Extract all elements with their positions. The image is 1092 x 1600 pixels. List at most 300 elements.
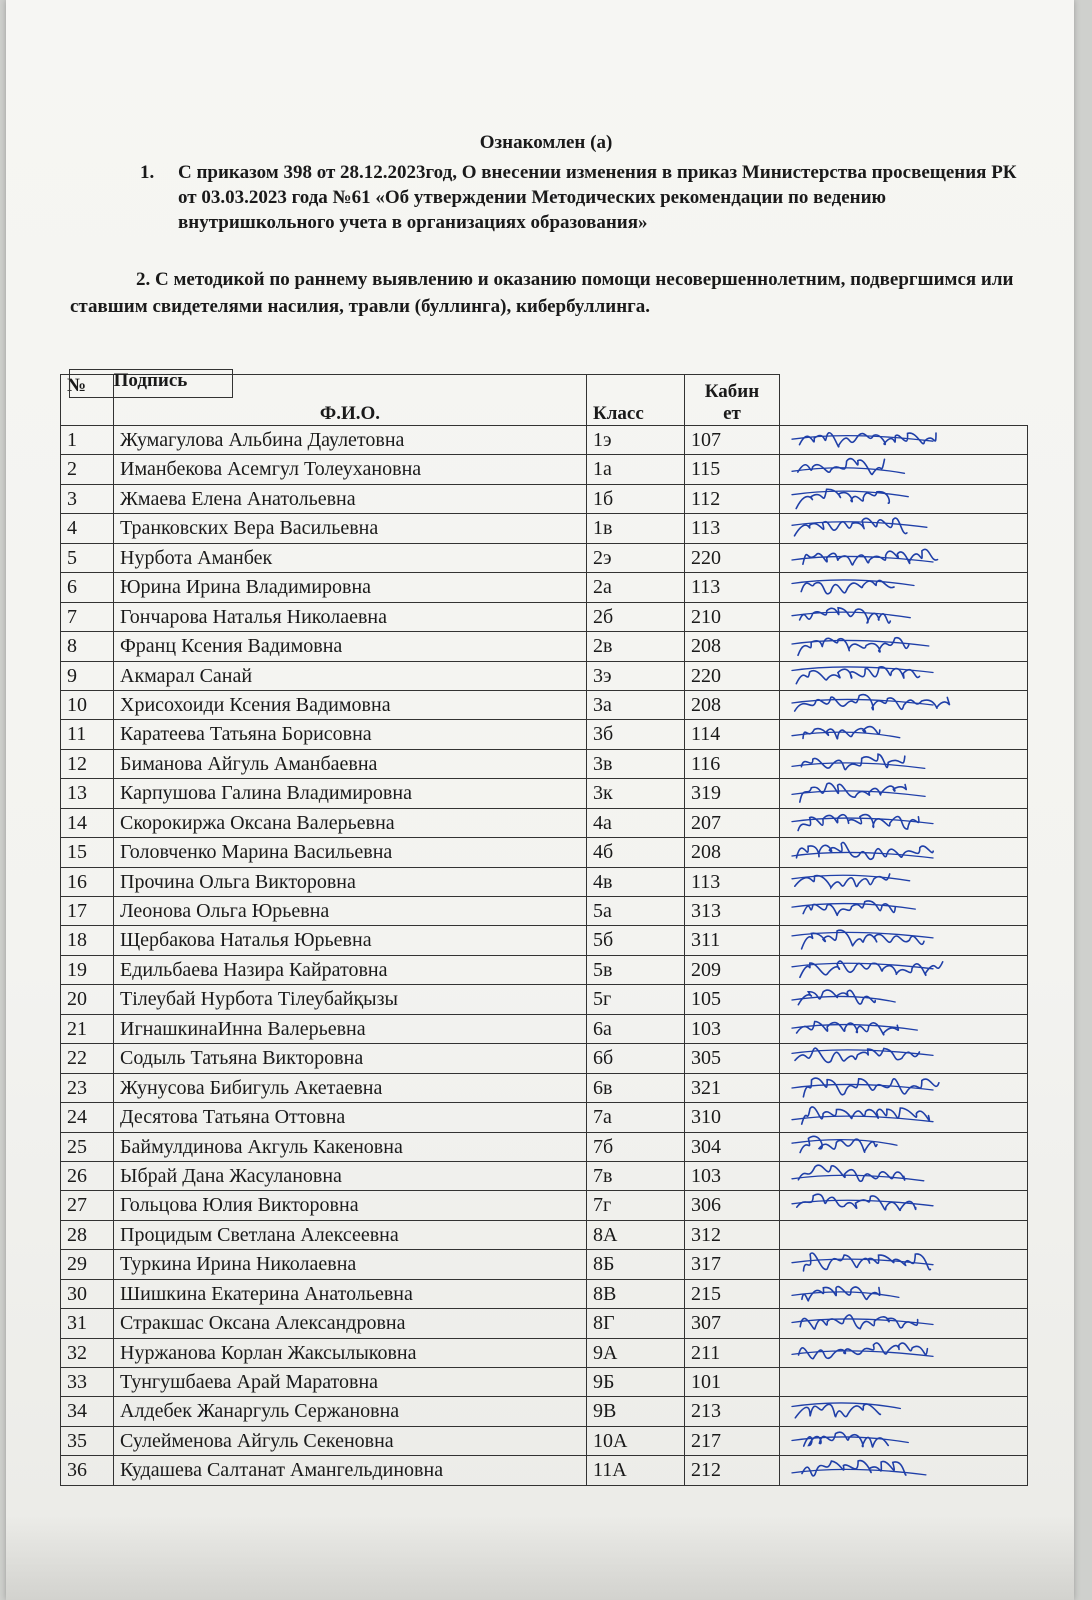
signature-underline [792,853,933,859]
signature-stroke [795,874,890,888]
handwritten-signature [788,656,938,690]
table-row [61,455,1028,484]
row-cabinet: 208 [685,632,780,661]
signature-stroke [800,1315,917,1329]
row-cabinet: 220 [685,543,780,572]
row-class: 6а [587,1014,685,1043]
signature-stroke [798,638,909,656]
table-row [61,426,1028,455]
handwritten-signature [788,744,938,778]
row-class: 8В [587,1279,685,1308]
row-class: 1б [587,484,685,513]
signature-stroke [795,1405,880,1419]
signature-underline [792,580,914,586]
row-signature [780,808,1028,837]
handwritten-signature [788,567,938,601]
handwritten-signature [788,1333,938,1367]
row-signature [780,867,1028,896]
row-cabinet: 319 [685,779,780,808]
table-row [61,1309,1028,1338]
signature-stroke [798,990,875,1005]
table-row [61,1368,1028,1397]
row-class: 9А [587,1338,685,1367]
row-class: 1э [587,426,685,455]
table-row [61,749,1028,778]
row-fio: Прочина Ольга Викторовна [114,867,587,896]
row-fio: Тілеубай Нурбота Тілеубайқызы [114,985,587,1014]
signature-stroke [802,1107,930,1124]
signature-underline [792,963,933,969]
table-row [61,632,1028,661]
col-header-number: № [61,375,114,426]
col-header-class: Класс [587,375,685,426]
cabinet-header-line1: Кабин [704,381,760,402]
col-header-signature: Подпись [69,369,233,398]
table-row [61,514,1028,543]
row-class: 5г [587,985,685,1014]
row-cabinet: 209 [685,955,780,984]
row-fio: Кудашева Салтанат Амангельдиновна [114,1456,587,1485]
row-signature [780,720,1028,749]
row-class: 9Б [587,1368,685,1397]
handwritten-signature [788,1391,938,1425]
row-number: 32 [61,1338,114,1367]
row-fio: Стракшас Оксана Александровна [114,1309,587,1338]
row-class: 4б [587,838,685,867]
signature-underline [792,1116,933,1122]
row-number: 20 [61,985,114,1014]
row-cabinet: 317 [685,1250,780,1279]
row-cabinet: 311 [685,926,780,955]
handwritten-signature [788,1127,938,1161]
signature-stroke [802,1286,880,1300]
handwritten-signature [788,685,938,719]
signature-stroke [800,961,943,977]
signature-underline [792,933,933,939]
row-number: 19 [61,955,114,984]
col-header-fio: Ф.И.О. [114,375,587,426]
row-signature [780,1073,1028,1102]
row-number: 13 [61,779,114,808]
row-cabinet: 220 [685,661,780,690]
table-header-row [61,375,1028,426]
signature-stroke [797,1195,916,1211]
signature-stroke [803,901,895,915]
signature-stroke [798,1165,904,1181]
signature-underline [792,1350,933,1356]
table-row [61,1073,1028,1102]
row-signature [780,573,1028,602]
row-fio: Каратеева Татьяна Борисовна [114,720,587,749]
row-fio: Щербакова Наталья Юрьевна [114,926,587,955]
handwritten-signature [788,979,938,1013]
handwritten-signature [788,1274,938,1308]
row-number: 7 [61,602,114,631]
signature-stroke [798,459,885,475]
row-fio: Жумагулова Альбина Даулетовна [114,426,587,455]
table-row [61,897,1028,926]
row-class: 6б [587,1044,685,1073]
row-class: 11А [587,1456,685,1485]
table-row [61,484,1028,513]
signature-stroke [798,814,919,830]
table-row [61,1161,1028,1190]
row-fio: Франц Ксения Вадимовна [114,632,587,661]
signature-underline [792,791,925,797]
row-cabinet: 321 [685,1073,780,1102]
row-fio: Биманова Айгуль Аманбаевна [114,749,587,778]
row-fio: Карпушова Галина Владимировна [114,779,587,808]
row-signature [780,1044,1028,1073]
row-signature [780,1397,1028,1426]
row-signature [780,514,1028,543]
signature-underline [792,699,933,705]
row-number: 33 [61,1368,114,1397]
signature-stroke [803,1078,939,1097]
row-class: 8А [587,1220,685,1249]
row-number: 14 [61,808,114,837]
table-row [61,867,1028,896]
table-row [61,1338,1028,1367]
row-fio: Едильбаева Назира Кайратовна [114,955,587,984]
signature-underline [792,1050,933,1056]
table-row [61,1014,1028,1043]
row-signature [780,926,1028,955]
row-cabinet: 207 [685,808,780,837]
row-number: 23 [61,1073,114,1102]
table-row [61,1426,1028,1455]
row-signature [780,1309,1028,1338]
table-row [61,955,1028,984]
signature-stroke [795,518,907,536]
row-number: 22 [61,1044,114,1073]
signature-underline [792,1201,933,1207]
cabinet-header-line2: ет [723,403,741,424]
signature-underline [792,763,925,769]
row-signature [780,1279,1028,1308]
row-number: 16 [61,867,114,896]
handwritten-signature [788,1038,938,1072]
row-signature [780,632,1028,661]
signature-stroke [800,433,937,447]
row-cabinet: 306 [685,1191,780,1220]
signature-underline [792,1292,899,1298]
table-row [61,1044,1028,1073]
signature-underline [792,1437,908,1443]
row-fio: Нуржанова Корлан Жаксылыковна [114,1338,587,1367]
item-text: С приказом 398 от 28.12.2023год, О внесении изменения в приказ Министерства просвещения РК от 03.03.2023 года №61 «Об утверждении Методических рекомендации по ведению внутришкольного учета в организациях образования» [178,162,1017,233]
row-number: 35 [61,1426,114,1455]
row-number: 24 [61,1103,114,1132]
row-signature [780,955,1028,984]
row-number: 5 [61,543,114,572]
handwritten-signature [788,1450,938,1484]
row-number: 31 [61,1309,114,1338]
row-cabinet: 212 [685,1456,780,1485]
row-cabinet: 116 [685,749,780,778]
table-row [61,1103,1028,1132]
row-class: 7б [587,1132,685,1161]
row-signature [780,779,1028,808]
row-fio: Акмарал Санай [114,661,587,690]
row-class: 3а [587,690,685,719]
signature-stroke [796,489,889,508]
handwritten-signature [788,714,938,748]
row-cabinet: 113 [685,573,780,602]
row-signature [780,661,1028,690]
handwritten-signature [788,449,938,483]
row-cabinet: 307 [685,1309,780,1338]
row-number: 1 [61,426,114,455]
row-cabinet: 211 [685,1338,780,1367]
row-cabinet: 210 [685,602,780,631]
row-class: 2в [587,632,685,661]
row-cabinet: 313 [685,897,780,926]
row-number: 29 [61,1250,114,1279]
row-cabinet: 113 [685,867,780,896]
row-signature [780,1132,1028,1161]
table-row [61,602,1028,631]
row-number: 2 [61,455,114,484]
row-number: 4 [61,514,114,543]
handwritten-signature [788,1421,938,1455]
signature-stroke [800,607,891,622]
row-fio: Гончарова Наталья Николаевна [114,602,587,631]
table-row [61,838,1028,867]
row-fio: Гольцова Юлия Викторовна [114,1191,587,1220]
handwritten-signature [788,508,938,542]
row-fio: Нурбота Аманбек [114,543,587,572]
signature-underline [792,733,900,739]
row-class: 9В [587,1397,685,1426]
row-fio: Иманбекова Асемгул Толеухановна [114,455,587,484]
row-cabinet: 105 [685,985,780,1014]
row-number: 18 [61,926,114,955]
table-row [61,779,1028,808]
row-number: 17 [61,897,114,926]
row-cabinet: 101 [685,1368,780,1397]
row-class: 1в [587,514,685,543]
handwritten-signature [788,803,938,837]
signature-underline [792,641,929,647]
signature-underline [792,522,927,528]
row-fio: Десятова Татьяна Оттовна [114,1103,587,1132]
row-number: 26 [61,1161,114,1190]
row-cabinet: 312 [685,1220,780,1249]
signature-underline [792,1024,917,1030]
row-fio: Хрисохоиди Ксения Вадимовна [114,690,587,719]
row-fio: Процидым Светлана Алексеевна [114,1220,587,1249]
row-fio: Тунгушбаева Арай Маратовна [114,1368,587,1397]
row-signature [780,484,1028,513]
signature-stroke [797,1021,899,1034]
row-class: 5в [587,955,685,984]
signature-underline [792,904,915,910]
row-signature [780,897,1028,926]
row-signature [780,1426,1028,1455]
handwritten-signature [788,1068,938,1102]
handwritten-signature [788,891,938,925]
row-number: 6 [61,573,114,602]
row-class: 5б [587,926,685,955]
row-cabinet: 107 [685,426,780,455]
signature-stroke [803,549,938,565]
row-number: 27 [61,1191,114,1220]
signature-stroke [795,1048,919,1062]
row-class: 2б [587,602,685,631]
row-class: 4а [587,808,685,837]
row-class: 2э [587,543,685,572]
handwritten-signature [788,1097,938,1131]
row-fio: Леонова Ольга Юрьевна [114,897,587,926]
row-number: 9 [61,661,114,690]
signature-underline [792,1403,900,1409]
signature-stroke [799,1343,928,1359]
item-number: 1. [140,162,155,183]
handwritten-signature [788,1185,938,1219]
row-cabinet: 103 [685,1161,780,1190]
row-class: 6в [587,1073,685,1102]
row-fio: Жунусова Бибигуль Акетаевна [114,1073,587,1102]
signature-underline [792,1319,933,1325]
handwritten-signature [788,479,938,513]
handwritten-signature [788,538,938,572]
row-class: 3б [587,720,685,749]
table-row [61,985,1028,1014]
row-class: 5а [587,897,685,926]
table-row [61,1220,1028,1249]
table-row [61,1279,1028,1308]
row-fio: Головченко Марина Васильевна [114,838,587,867]
row-signature [780,1161,1028,1190]
row-signature [780,455,1028,484]
signature-underline [792,1084,933,1090]
row-signature [780,1456,1028,1485]
row-number: 15 [61,838,114,867]
row-class: 2а [587,573,685,602]
row-class: 3в [587,749,685,778]
handwritten-signature [788,597,938,631]
row-cabinet: 112 [685,484,780,513]
row-number: 36 [61,1456,114,1485]
handwritten-signature [788,626,938,660]
handwritten-signature [788,1156,938,1190]
signature-stroke [804,1432,889,1447]
row-fio: Сулейменова Айгуль Секеновна [114,1426,587,1455]
row-class: 4в [587,867,685,896]
row-number: 30 [61,1279,114,1308]
staff-acknowledgement-table [60,369,1028,1486]
signature-underline [792,1139,897,1145]
row-number: 34 [61,1397,114,1426]
signature-underline [792,612,910,618]
signature-underline [792,666,933,672]
signature-underline [792,818,933,824]
signature-stroke [800,1136,877,1152]
row-number: 12 [61,749,114,778]
signature-stroke [795,694,950,710]
order-item-2: 2. С методикой по раннему выявлению и оказанию помощи несовершеннолетним, подвергшимся или ставшим свидетелями насилия, травли (буллинга), кибербуллинга. [70,269,1014,317]
handwritten-signature [788,773,938,807]
row-cabinet: 310 [685,1103,780,1132]
signature-underline [792,997,895,1003]
row-signature [780,838,1028,867]
row-class: 1а [587,455,685,484]
row-number: 21 [61,1014,114,1043]
table-row [61,1456,1028,1485]
row-number: 3 [61,484,114,513]
signature-underline [792,1175,924,1181]
paper-fold-shadow [6,1515,1074,1600]
signature-stroke [800,783,906,802]
row-fio: Содыль Татьяна Викторовна [114,1044,587,1073]
row-number: 25 [61,1132,114,1161]
table-row [61,661,1028,690]
table-row [61,1132,1028,1161]
row-fio: Ыбрай Дана Жасулановна [114,1161,587,1190]
table-row [61,690,1028,719]
signature-stroke [801,754,904,769]
row-class: 3э [587,661,685,690]
table-row [61,1191,1028,1220]
row-signature [780,690,1028,719]
table-row [61,543,1028,572]
row-cabinet: 208 [685,838,780,867]
row-cabinet: 217 [685,1426,780,1455]
row-fio: Баймулдинова Акгуль Какеновна [114,1132,587,1161]
row-signature [780,1368,1028,1397]
row-cabinet: 213 [685,1397,780,1426]
handwritten-signature [788,950,938,984]
handwritten-signature [788,1009,938,1043]
row-fio: Алдебек Жанаргуль Сержановна [114,1397,587,1426]
table-row [61,1250,1028,1279]
row-signature [780,543,1028,572]
row-class: 7в [587,1161,685,1190]
row-cabinet: 208 [685,690,780,719]
row-signature [780,1191,1028,1220]
handwritten-signature [788,1303,938,1337]
row-cabinet: 114 [685,720,780,749]
row-class: 8Б [587,1250,685,1279]
table-row [61,573,1028,602]
row-signature [780,985,1028,1014]
signature-stroke [804,1253,931,1271]
col-header-cabinet [685,375,780,426]
row-signature [780,1338,1028,1367]
row-class: 7а [587,1103,685,1132]
row-signature [780,1103,1028,1132]
row-signature [780,602,1028,631]
handwritten-signature [788,1244,938,1278]
signature-stroke [801,581,894,594]
row-cabinet: 113 [685,514,780,543]
handwritten-signature [788,420,938,454]
signature-stroke [797,843,934,860]
row-number: 8 [61,632,114,661]
signature-underline [792,491,908,497]
row-class: 7г [587,1191,685,1220]
signature-underline [792,468,905,474]
row-class: 8Г [587,1309,685,1338]
row-cabinet: 103 [685,1014,780,1043]
signature-underline [792,1259,933,1265]
signature-stroke [803,727,880,739]
row-fio: Транковских Вера Васильевна [114,514,587,543]
row-number: 11 [61,720,114,749]
handwritten-signature [788,920,938,954]
row-fio: Шишкина Екатерина Анатольевна [114,1279,587,1308]
